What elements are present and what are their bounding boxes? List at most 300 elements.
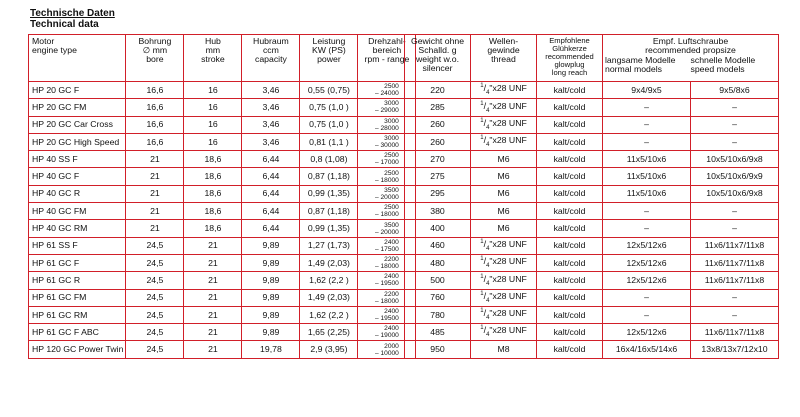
thread-value: M6 xyxy=(497,223,510,234)
header-glowplug xyxy=(537,35,603,82)
table-row xyxy=(405,185,779,202)
header-line: stroke xyxy=(201,54,225,64)
table-row xyxy=(405,306,779,323)
weight-cell: 285 xyxy=(405,99,471,116)
prop-speed-cell: 11x6/11x7/11x8 xyxy=(691,237,779,254)
bore-cell: 24,5 xyxy=(126,237,184,254)
table-row xyxy=(405,203,779,220)
glowplug-cell: kalt/cold xyxy=(537,151,603,168)
power-cell: 1,65 (2,25) xyxy=(300,324,358,341)
engine-cell: HP 61 GC RM xyxy=(29,306,126,323)
rpm-end: – 18000 xyxy=(375,297,399,305)
prop-speed-cell: 9x5/8x6 xyxy=(691,82,779,99)
stroke-cell: 21 xyxy=(184,237,242,254)
prop-speed-cell: – xyxy=(691,289,779,306)
prop-normal-cell: – xyxy=(603,203,691,220)
power-cell: 1,49 (2,03) xyxy=(300,254,358,271)
stroke-cell: 18,6 xyxy=(184,203,242,220)
header-line: schnelle Modelle xyxy=(690,55,756,65)
thread-spec: "x28 UNF xyxy=(489,290,527,301)
fraction-slash: / xyxy=(483,325,487,336)
prop-normal-cell: 12x5/12x6 xyxy=(603,254,691,271)
rpm-start: 2500 xyxy=(384,83,399,91)
weight-cell: 380 xyxy=(405,203,471,220)
table-row xyxy=(405,99,779,116)
fraction-numerator: 1 xyxy=(480,117,484,124)
thread-cell xyxy=(471,341,537,358)
fraction-slash: / xyxy=(483,308,487,319)
prop-normal-cell: – xyxy=(603,306,691,323)
rpm-end: – 17500 xyxy=(375,245,399,253)
rpm-start: 3000 xyxy=(384,100,399,108)
prop-speed-cell: 11x6/11x7/11x8 xyxy=(691,272,779,289)
fraction-denominator: 4 xyxy=(486,107,490,114)
glowplug-cell: kalt/cold xyxy=(537,220,603,237)
prop-speed-cell: 10x5/10x6/9x8 xyxy=(691,151,779,168)
heading-german: Technische Daten xyxy=(30,8,115,19)
fraction-numerator: 1 xyxy=(480,135,484,142)
engine-cell: HP 20 GC F xyxy=(29,82,126,99)
prop-normal-cell: 12x5/12x6 xyxy=(603,324,691,341)
header-line: recommended xyxy=(545,52,594,61)
engine-cell: HP 40 GC R xyxy=(29,185,126,202)
rpm-range xyxy=(375,239,399,253)
table-row xyxy=(29,82,416,99)
table-row xyxy=(29,99,416,116)
engine-cell: HP 20 GC FM xyxy=(29,99,126,116)
table-row xyxy=(29,168,416,185)
header-line: Hubraum xyxy=(253,36,289,46)
fraction-numerator: 1 xyxy=(480,325,484,332)
left-table-body xyxy=(29,82,416,359)
table-row xyxy=(29,237,416,254)
header-line: recommended propsize xyxy=(645,45,736,55)
fraction-denominator: 4 xyxy=(486,314,490,321)
fraction-slash: / xyxy=(483,273,487,284)
engine-cell: HP 61 GC R xyxy=(29,272,126,289)
fraction-numerator: 1 xyxy=(480,256,484,263)
thread-spec: "x28 UNF xyxy=(489,238,527,249)
power-cell: 0,75 (1,0 ) xyxy=(300,99,358,116)
prop-normal-cell: – xyxy=(603,116,691,133)
page-heading xyxy=(30,8,115,30)
weight-cell: 500 xyxy=(405,272,471,289)
weight-cell: 400 xyxy=(405,220,471,237)
capacity-cell: 9,89 xyxy=(242,324,300,341)
capacity-cell: 6,44 xyxy=(242,220,300,237)
capacity-cell: 19,78 xyxy=(242,341,300,358)
engine-cell: HP 40 GC RM xyxy=(29,220,126,237)
rpm-start: 3500 xyxy=(384,186,399,194)
stroke-cell: 16 xyxy=(184,133,242,150)
rpm-range xyxy=(375,204,399,218)
glowplug-cell: kalt/cold xyxy=(537,133,603,150)
glowplug-cell: kalt/cold xyxy=(537,324,603,341)
header-line: rpm - range xyxy=(364,54,410,64)
rpm-end: – 10000 xyxy=(375,349,399,357)
header-thread xyxy=(471,35,537,82)
stroke-cell: 21 xyxy=(184,324,242,341)
thread-cell xyxy=(471,272,537,289)
weight-cell: 950 xyxy=(405,341,471,358)
engine-cell: HP 120 GC Power Twin xyxy=(29,341,126,358)
rpm-start: 2200 xyxy=(384,290,399,298)
engine-cell: HP 61 GC F ABC xyxy=(29,324,126,341)
bore-cell: 21 xyxy=(126,185,184,202)
fraction-denominator: 4 xyxy=(486,297,490,304)
prop-speed-cell: – xyxy=(691,203,779,220)
fraction-numerator: 1 xyxy=(480,290,484,297)
glowplug-cell: kalt/cold xyxy=(537,185,603,202)
capacity-cell: 9,89 xyxy=(242,289,300,306)
prop-speed-cell: 10x5/10x6/9x8 xyxy=(691,185,779,202)
thread-spec: "x28 UNF xyxy=(489,325,527,336)
header-line: normal models xyxy=(605,64,662,74)
table-row xyxy=(29,324,416,341)
table-row xyxy=(29,254,416,271)
stroke-cell: 21 xyxy=(184,306,242,323)
table-row xyxy=(405,341,779,358)
prop-speed-cell: 11x6/11x7/11x8 xyxy=(691,324,779,341)
power-cell: 0,99 (1,35) xyxy=(300,185,358,202)
rpm-range xyxy=(375,135,399,149)
fraction-slash: / xyxy=(483,256,487,267)
power-cell: 1,27 (1,73) xyxy=(300,237,358,254)
thread-spec: "x28 UNF xyxy=(489,256,527,267)
right-header-row xyxy=(405,35,779,82)
capacity-cell: 3,46 xyxy=(242,82,300,99)
thread-spec: "x28 UNF xyxy=(489,273,527,284)
thread-cell xyxy=(471,220,537,237)
fraction-numerator: 1 xyxy=(480,308,484,315)
prop-normal-cell: 9x4/9x5 xyxy=(603,82,691,99)
thread-value: M6 xyxy=(497,205,510,216)
header-line: bereich xyxy=(372,45,402,55)
rpm-end: – 30000 xyxy=(375,142,399,150)
weight-cell: 295 xyxy=(405,185,471,202)
bore-cell: 21 xyxy=(126,151,184,168)
thread-cell xyxy=(471,324,537,341)
rpm-start: 2000 xyxy=(384,342,399,350)
prop-normal-cell: 11x5/10x6 xyxy=(603,168,691,185)
header-line: Gewicht ohne xyxy=(410,36,465,46)
power-cell: 0,81 (1,1 ) xyxy=(300,133,358,150)
weight-cell: 780 xyxy=(405,306,471,323)
thread-value: M6 xyxy=(497,153,510,164)
table-row xyxy=(405,254,779,271)
rpm-start: 2500 xyxy=(384,169,399,177)
rpm-end: – 20000 xyxy=(375,193,399,201)
fraction-numerator: 1 xyxy=(480,83,484,90)
rpm-start: 2400 xyxy=(384,238,399,246)
rpm-end: – 17000 xyxy=(375,159,399,167)
engine-cell: HP 61 GC FM xyxy=(29,289,126,306)
engine-cell: HP 20 GC Car Cross xyxy=(29,116,126,133)
header-line: mm xyxy=(205,45,221,55)
rpm-end: – 18000 xyxy=(375,176,399,184)
rpm-range xyxy=(375,222,399,236)
stroke-cell: 18,6 xyxy=(184,220,242,237)
header-line: Drehzahl- xyxy=(368,36,406,46)
header-line: long reach xyxy=(551,68,588,77)
bore-cell: 21 xyxy=(126,203,184,220)
rpm-end: – 19500 xyxy=(375,280,399,288)
rpm-range xyxy=(375,100,399,114)
glowplug-cell: kalt/cold xyxy=(537,168,603,185)
bore-cell: 24,5 xyxy=(126,254,184,271)
header-line: Wellen- xyxy=(488,36,519,46)
weight-cell: 220 xyxy=(405,82,471,99)
rpm-range xyxy=(375,170,399,184)
weight-cell: 480 xyxy=(405,254,471,271)
header-propsize xyxy=(603,35,779,82)
header-engine xyxy=(29,35,126,82)
table-row xyxy=(29,306,416,323)
capacity-cell: 6,44 xyxy=(242,185,300,202)
rpm-range xyxy=(375,118,399,132)
thread-value: M8 xyxy=(497,344,510,355)
thread-spec: "x28 UNF xyxy=(489,308,527,319)
header-line: Leistung xyxy=(312,36,346,46)
rpm-range xyxy=(375,343,399,357)
rpm-range xyxy=(375,308,399,322)
table-row xyxy=(29,341,416,358)
header-line: gewinde xyxy=(487,45,520,55)
fraction-slash: / xyxy=(483,117,487,128)
table-row xyxy=(405,272,779,289)
fraction-denominator: 4 xyxy=(486,124,490,131)
stroke-cell: 21 xyxy=(184,272,242,289)
bore-cell: 16,6 xyxy=(126,116,184,133)
fraction-slash: / xyxy=(483,290,487,301)
fraction-denominator: 4 xyxy=(486,141,490,148)
fraction-denominator: 4 xyxy=(486,332,490,339)
header-line: silencer xyxy=(422,63,453,73)
rpm-end: – 18000 xyxy=(375,211,399,219)
fraction-numerator: 1 xyxy=(480,100,484,107)
header-line: ∅ mm xyxy=(142,45,168,55)
engine-cell: HP 40 GC FM xyxy=(29,203,126,220)
weight-cell: 485 xyxy=(405,324,471,341)
bore-cell: 21 xyxy=(126,168,184,185)
bore-cell: 24,5 xyxy=(126,324,184,341)
rpm-start: 2200 xyxy=(384,256,399,264)
propsize-title xyxy=(605,37,776,55)
prop-normal-cell: – xyxy=(603,99,691,116)
power-cell: 2,9 (3,95) xyxy=(300,341,358,358)
bore-cell: 24,5 xyxy=(126,306,184,323)
glowplug-cell: kalt/cold xyxy=(537,82,603,99)
glowplug-cell: kalt/cold xyxy=(537,254,603,271)
power-cell: 0,55 (0,75) xyxy=(300,82,358,99)
rpm-end: – 19000 xyxy=(375,332,399,340)
weight-cell: 270 xyxy=(405,151,471,168)
prop-normal-cell: 12x5/12x6 xyxy=(603,272,691,289)
fraction-denominator: 4 xyxy=(486,245,490,252)
thread-cell xyxy=(471,203,537,220)
thread-spec: "x28 UNF xyxy=(489,100,527,111)
engine-specs-table xyxy=(28,34,416,359)
fraction-slash: / xyxy=(483,100,487,111)
stroke-cell: 16 xyxy=(184,99,242,116)
thread-cell xyxy=(471,99,537,116)
thread-cell xyxy=(471,289,537,306)
prop-speed-cell: 13x8/13x7/12x10 xyxy=(691,341,779,358)
power-cell: 1,49 (2,03) xyxy=(300,289,358,306)
fraction-numerator: 1 xyxy=(480,238,484,245)
table-row xyxy=(405,237,779,254)
stroke-cell: 16 xyxy=(184,116,242,133)
glowplug-cell: kalt/cold xyxy=(537,272,603,289)
rpm-end: – 28000 xyxy=(375,124,399,132)
power-cell: 0,75 (1,0 ) xyxy=(300,116,358,133)
header-line: speed models xyxy=(690,64,745,74)
power-cell: 1,62 (2,2 ) xyxy=(300,306,358,323)
engine-cell: HP 20 GC High Speed xyxy=(29,133,126,150)
rpm-range xyxy=(375,83,399,97)
thread-value: M6 xyxy=(497,171,510,182)
bore-cell: 24,5 xyxy=(126,341,184,358)
rpm-range xyxy=(375,325,399,339)
table-row xyxy=(29,220,416,237)
table-row xyxy=(29,203,416,220)
header-bore xyxy=(126,35,184,82)
thread-value: M6 xyxy=(497,188,510,199)
glowplug-cell: kalt/cold xyxy=(537,237,603,254)
stroke-cell: 16 xyxy=(184,82,242,99)
rpm-start: 2400 xyxy=(384,325,399,333)
bore-cell: 21 xyxy=(126,220,184,237)
prop-speed-cell: 11x6/11x7/11x8 xyxy=(691,254,779,271)
rpm-start: 2400 xyxy=(384,308,399,315)
table-row xyxy=(405,168,779,185)
thread-cell xyxy=(471,82,537,99)
fraction-denominator: 4 xyxy=(486,90,490,97)
prop-normal-cell: – xyxy=(603,133,691,150)
power-cell: 0,99 (1,35) xyxy=(300,220,358,237)
table-row xyxy=(29,289,416,306)
header-line: engine type xyxy=(32,45,77,55)
header-line: Bohrung xyxy=(138,36,172,46)
fraction-slash: / xyxy=(483,135,487,146)
rpm-start: 2500 xyxy=(384,204,399,212)
table-row xyxy=(405,220,779,237)
capacity-cell: 3,46 xyxy=(242,116,300,133)
table-row xyxy=(405,289,779,306)
header-line: thread xyxy=(491,54,516,64)
prop-speed-cell: – xyxy=(691,306,779,323)
header-line: Empf. Luftschraube xyxy=(652,36,729,46)
header-line: Motor xyxy=(32,36,55,46)
thread-cell xyxy=(471,237,537,254)
capacity-cell: 3,46 xyxy=(242,133,300,150)
stroke-cell: 18,6 xyxy=(184,168,242,185)
rpm-range xyxy=(375,152,399,166)
table-row xyxy=(405,133,779,150)
engine-cell: HP 40 SS F xyxy=(29,151,126,168)
header-line: Hub xyxy=(204,36,221,46)
rpm-end: – 29000 xyxy=(375,107,399,115)
propsize-speed-heading xyxy=(691,56,777,74)
header-line: Glühkerze xyxy=(552,44,587,53)
rpm-range xyxy=(375,187,399,201)
header-line: KW (PS) xyxy=(312,45,346,55)
prop-speed-cell: – xyxy=(691,220,779,237)
capacity-cell: 9,89 xyxy=(242,272,300,289)
thread-spec: "x28 UNF xyxy=(489,83,527,94)
capacity-cell: 6,44 xyxy=(242,168,300,185)
weight-cell: 260 xyxy=(405,133,471,150)
thread-cell xyxy=(471,254,537,271)
prop-speed-cell: – xyxy=(691,116,779,133)
left-header-row xyxy=(29,35,416,82)
rpm-end: – 19500 xyxy=(375,315,399,322)
glowplug-cell: kalt/cold xyxy=(537,203,603,220)
engine-cell: HP 40 GC F xyxy=(29,168,126,185)
table-row xyxy=(405,116,779,133)
thread-cell xyxy=(471,306,537,323)
power-cell: 0,8 (1,08) xyxy=(300,151,358,168)
thread-spec: "x28 UNF xyxy=(489,117,527,128)
power-cell: 0,87 (1,18) xyxy=(300,203,358,220)
right-table-body xyxy=(405,82,779,359)
glowplug-cell: kalt/cold xyxy=(537,341,603,358)
prop-speed-cell: – xyxy=(691,133,779,150)
table-row xyxy=(29,272,416,289)
rpm-range xyxy=(375,256,399,270)
engine-cell: HP 61 SS F xyxy=(29,237,126,254)
header-line: power xyxy=(317,54,341,64)
rpm-range xyxy=(375,291,399,305)
rpm-end: – 18000 xyxy=(375,263,399,271)
prop-normal-cell: 11x5/10x6 xyxy=(603,185,691,202)
capacity-cell: 6,44 xyxy=(242,151,300,168)
power-cell: 0,87 (1,18) xyxy=(300,168,358,185)
rpm-start: 3000 xyxy=(384,117,399,125)
bore-cell: 16,6 xyxy=(126,82,184,99)
stroke-cell: 21 xyxy=(184,289,242,306)
bore-cell: 16,6 xyxy=(126,133,184,150)
bore-cell: 24,5 xyxy=(126,272,184,289)
fraction-denominator: 4 xyxy=(486,280,490,287)
fraction-slash: / xyxy=(483,238,487,249)
prop-normal-cell: – xyxy=(603,289,691,306)
glowplug-cell: kalt/cold xyxy=(537,289,603,306)
table-row xyxy=(405,151,779,168)
bore-cell: 24,5 xyxy=(126,289,184,306)
header-line: bore xyxy=(146,54,164,64)
rpm-end: – 24000 xyxy=(375,90,399,98)
header-line: glowplug xyxy=(554,60,585,69)
weight-cell: 760 xyxy=(405,289,471,306)
header-weight xyxy=(405,35,471,82)
engine-cell: HP 61 GC F xyxy=(29,254,126,271)
rpm-start: 3000 xyxy=(384,135,399,143)
capacity-cell: 9,89 xyxy=(242,254,300,271)
prop-speed-cell: – xyxy=(691,99,779,116)
rpm-start: 3500 xyxy=(384,221,399,229)
prop-speed-cell: 10x5/10x6/9x9 xyxy=(691,168,779,185)
header-stroke xyxy=(184,35,242,82)
table-row xyxy=(29,151,416,168)
prop-normal-cell: 16x4/16x5/14x6 xyxy=(603,341,691,358)
weight-cell: 275 xyxy=(405,168,471,185)
propsize-normal-heading xyxy=(605,56,691,74)
fraction-denominator: 4 xyxy=(486,263,490,270)
capacity-cell: 9,89 xyxy=(242,306,300,323)
fraction-slash: / xyxy=(483,83,487,94)
fraction-numerator: 1 xyxy=(480,273,484,280)
